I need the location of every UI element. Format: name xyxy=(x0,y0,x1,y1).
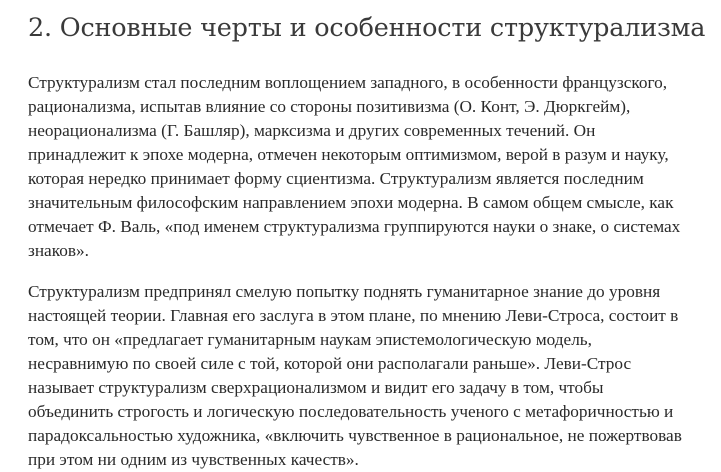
section-heading: 2. Основные черты и особенности структурализма xyxy=(28,13,706,43)
text-line: том, что он «предлагает гуманитарным наукам эпистемологическую модель, xyxy=(28,330,592,349)
text-line: которая нередко принимает форму сциентизма. Структурализм является последним xyxy=(28,169,644,188)
text-line: Структурализм предпринял смелую попытку поднять гуманитарное знание до уровня xyxy=(28,282,661,301)
text-line: значительным философским направлением эпохи модерна. В самом общем смысле, как xyxy=(28,193,674,212)
text-line: рационализма, испытав влияние со стороны позитивизма (О. Конт, Э. Дюркгейм), xyxy=(28,97,631,116)
text-line: несравнимую по своей силе с той, которой они располагали раньше». Леви-Строс xyxy=(28,354,632,373)
text-line: настоящей теории. Главная его заслуга в этом плане, по мнению Леви-Строса, состоит в xyxy=(28,306,679,325)
article xyxy=(28,0,718,472)
text-line: отмечает Ф. Валь, «под именем структурализма группируются науки о знаке, о системах xyxy=(28,217,681,236)
text-line: парадоксальностью художника, «включить чувственное в рациональное, не пожертвовав xyxy=(28,426,682,445)
paragraph-2 xyxy=(28,280,718,472)
text-line: знаков». xyxy=(28,241,89,260)
text-line: при этом ни одним из чувственных качеств». xyxy=(28,450,359,469)
text-line: называет структурализм сверхрационализмом и видит его задачу в том, чтобы xyxy=(28,378,604,397)
paragraph-1 xyxy=(28,71,718,263)
text-line: неорационализма (Г. Башляр), марксизма и других современных течений. Он xyxy=(28,121,596,140)
text-line: Структурализм стал последним воплощением западного, в особенности французского, xyxy=(28,73,668,92)
text-line: принадлежит к эпохе модерна, отмечен некоторым оптимизмом, верой в разум и науку, xyxy=(28,145,669,164)
text-line: объединить строгость и логическую последовательность ученого с метафоричностью и xyxy=(28,402,674,421)
